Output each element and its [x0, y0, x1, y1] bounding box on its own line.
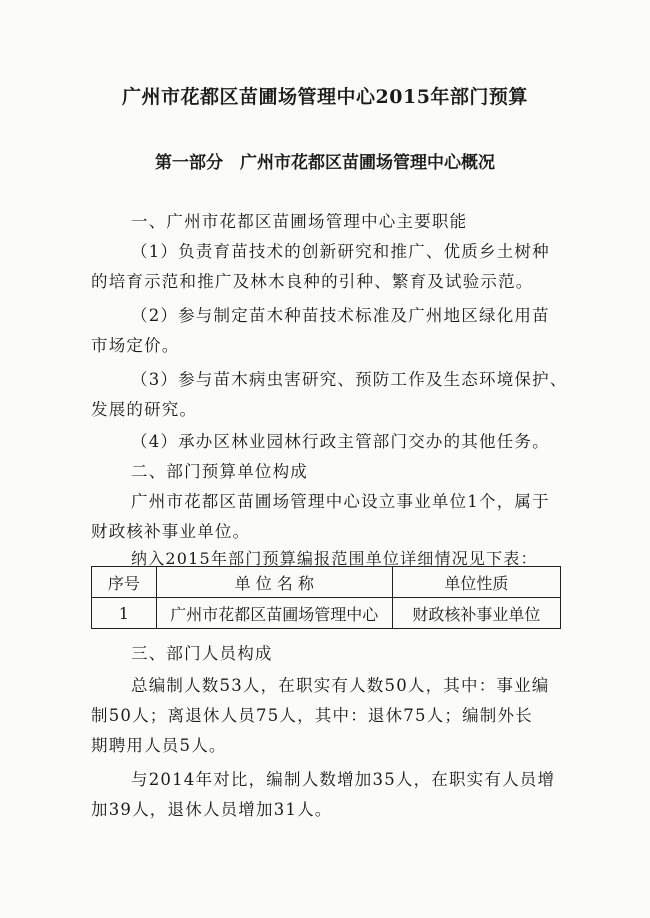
- table-row: [92, 598, 561, 629]
- compare-line2: 加39人，退休人员增加31人。: [91, 800, 333, 819]
- duty4-line1: （4）承办区林业园林行政主管部门交办的其他任务。: [131, 432, 550, 451]
- staff-line3: 期聘用人员5人。: [91, 736, 227, 755]
- units-line1: 广州市花都区苗圃场管理中心设立事业单位1个，属于: [131, 492, 550, 511]
- part-heading: 第一部分 广州市花都区苗圃场管理中心概况: [155, 153, 495, 173]
- cell-unit-name: 广州市花都区苗圃场管理中心: [156, 598, 392, 629]
- duty3-line2: 发展的研究。: [91, 400, 198, 419]
- duty3-line1: （3）参与苗木病虫害研究、预防工作及生态环境保护、: [131, 370, 568, 389]
- duty1-line2: 的培育示范和推广及林木良种的引种、繁育及试验示范。: [91, 272, 534, 291]
- header-index: 序号: [92, 567, 157, 598]
- units-table: [91, 566, 561, 629]
- staff-line2: 制50人；离退休人员75人，其中：退休75人；编制外长: [91, 706, 533, 725]
- section2-heading: 二、部门预算单位构成: [131, 462, 308, 481]
- staff-line1: 总编制人数53人，在职实有人数50人，其中：事业编: [131, 676, 550, 695]
- units-line2: 财政核补事业单位。: [91, 522, 251, 541]
- document-title: 广州市花都区苗圃场管理中心2015年部门预算: [122, 86, 528, 108]
- compare-line1: 与2014年对比，编制人数增加35人，在职实有人员增: [131, 770, 556, 789]
- duty2-line1: （2）参与制定苗木种苗技术标准及广州地区绿化用苗: [131, 306, 550, 325]
- table-caption: 纳入2015年部门预算编报范围单位详细情况见下表：: [131, 549, 538, 568]
- cell-unit-type: 财政核补事业单位: [392, 598, 560, 629]
- table-header-row: [92, 567, 561, 598]
- section3-heading: 三、部门人员构成: [131, 644, 273, 663]
- cell-index: 1: [92, 598, 157, 629]
- duty2-line2: 市场定价。: [91, 336, 180, 355]
- header-unit-name: 单 位 名 称: [156, 567, 392, 598]
- duty1-line1: （1）负责育苗技术的创新研究和推广、优质乡土树种: [131, 242, 550, 261]
- section1-heading: 一、广州市花都区苗圃场管理中心主要职能: [131, 212, 468, 231]
- header-unit-type: 单位性质: [392, 567, 560, 598]
